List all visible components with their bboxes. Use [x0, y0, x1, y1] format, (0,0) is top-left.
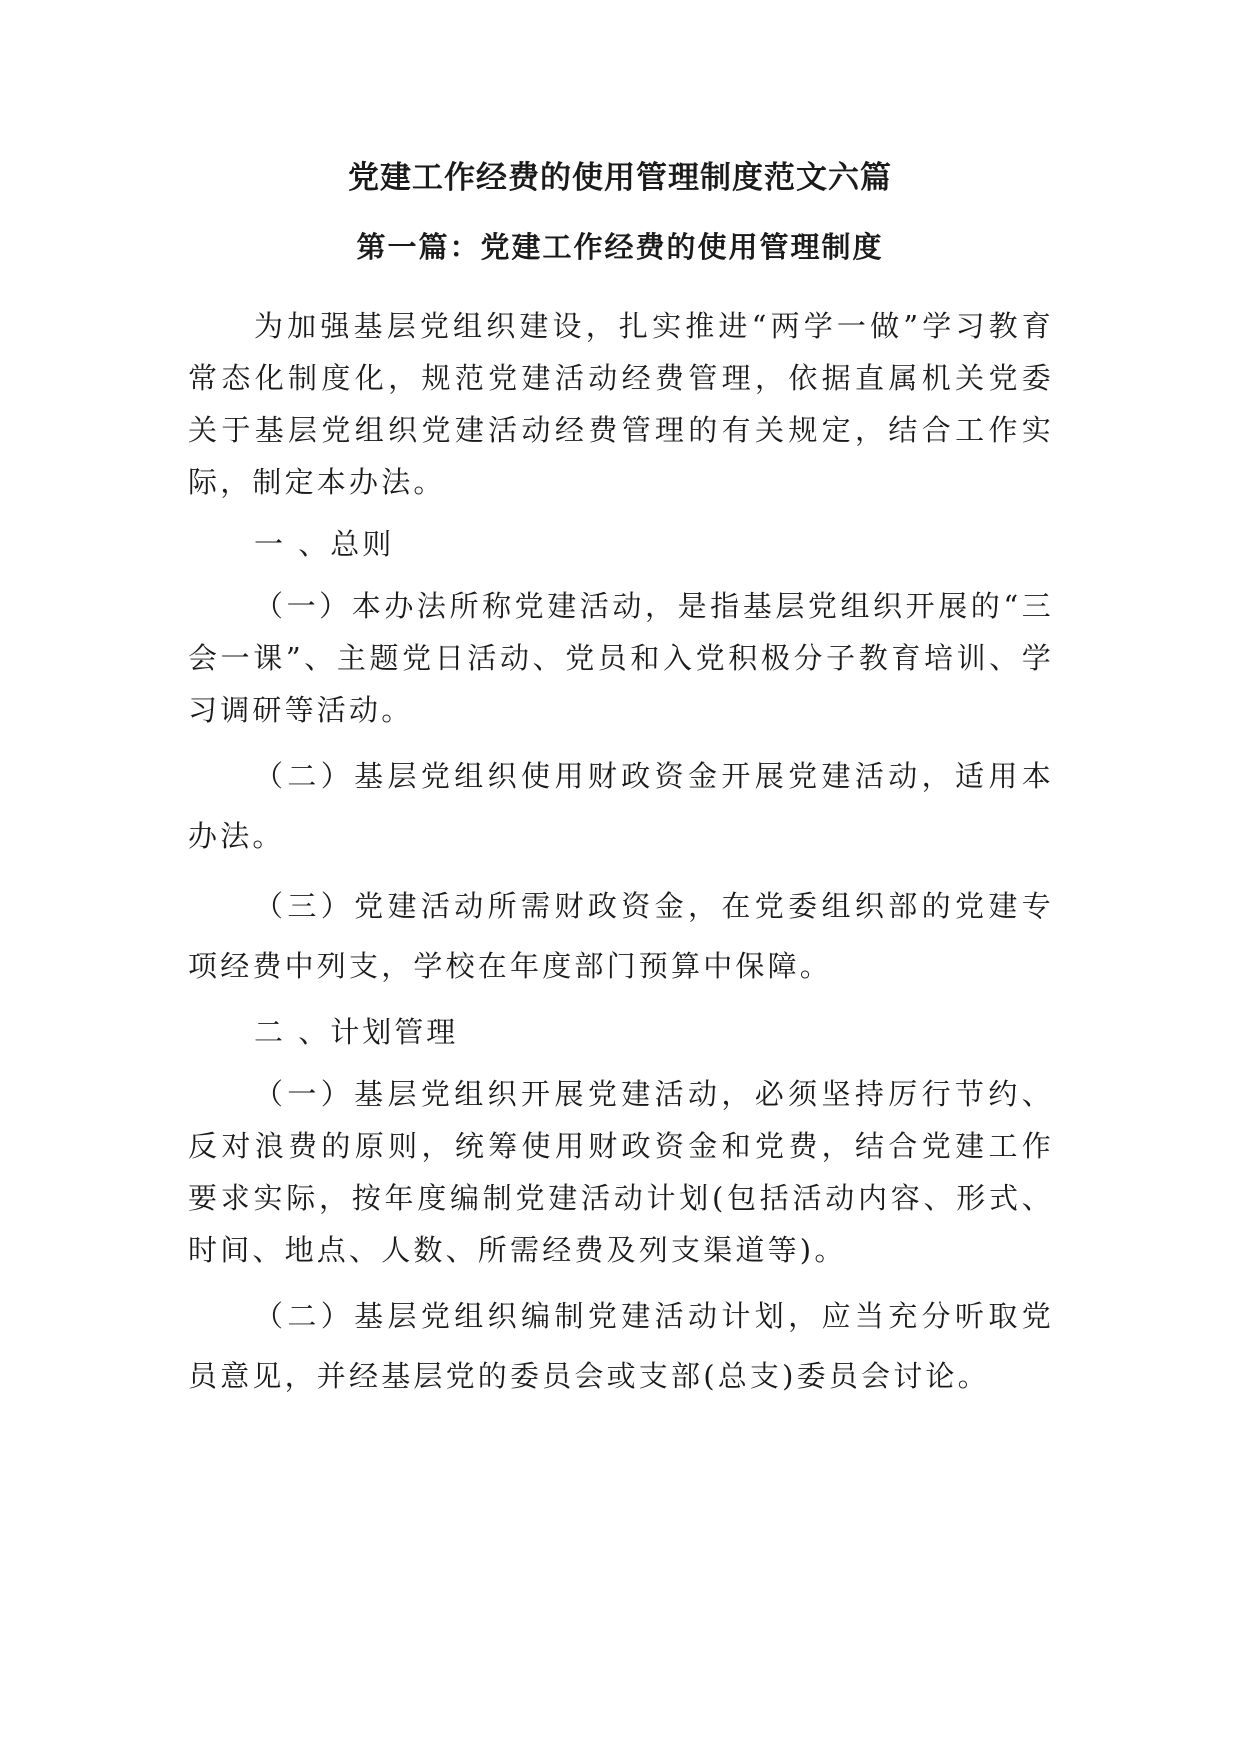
general-item-2: （二）基层党组织使用财政资金开展党建活动，适用本办法。 [188, 759, 1054, 853]
plan-item-2: （二）基层党组织编制党建活动计划，应当充分听取党员意见，并经基层党的委员会或支部(总支)委员会讨论。 [188, 1299, 1054, 1393]
general-item-3: （三）党建活动所需财政资金，在党委组织部的党建专项经费中列支，学校在年度部门预算中保障。 [188, 889, 1054, 983]
intro-paragraph: 为加强基层党组织建设，扎实推进“两学一做”学习教育常态化制度化，规范党建活动经费管理，依据直属机关党委关于基层党组织党建活动经费管理的有关规定，结合工作实际，制定本办法。 [188, 309, 1054, 499]
document-subtitle: 第一篇：党建工作经费的使用管理制度 [356, 230, 884, 264]
document-title: 党建工作经费的使用管理制度范文六篇 [348, 160, 892, 196]
section-heading-general: 一 、总则 [254, 527, 395, 561]
section-heading-plan: 二 、计划管理 [254, 1015, 459, 1049]
general-item-1: （一）本办法所称党建活动，是指基层党组织开展的“三会一课”、主题党日活动、党员和入党积极分子教育培训、学习调研等活动。 [188, 589, 1054, 727]
document-body [188, 300, 1054, 1416]
plan-item-1: （一）基层党组织开展党建活动，必须坚持厉行节约、反对浪费的原则，统筹使用财政资金和党费，结合党建工作要求实际，按年度编制党建活动计划(包括活动内容、形式、时间、地点、人数、所需经费及列支渠道等)。 [188, 1077, 1054, 1267]
